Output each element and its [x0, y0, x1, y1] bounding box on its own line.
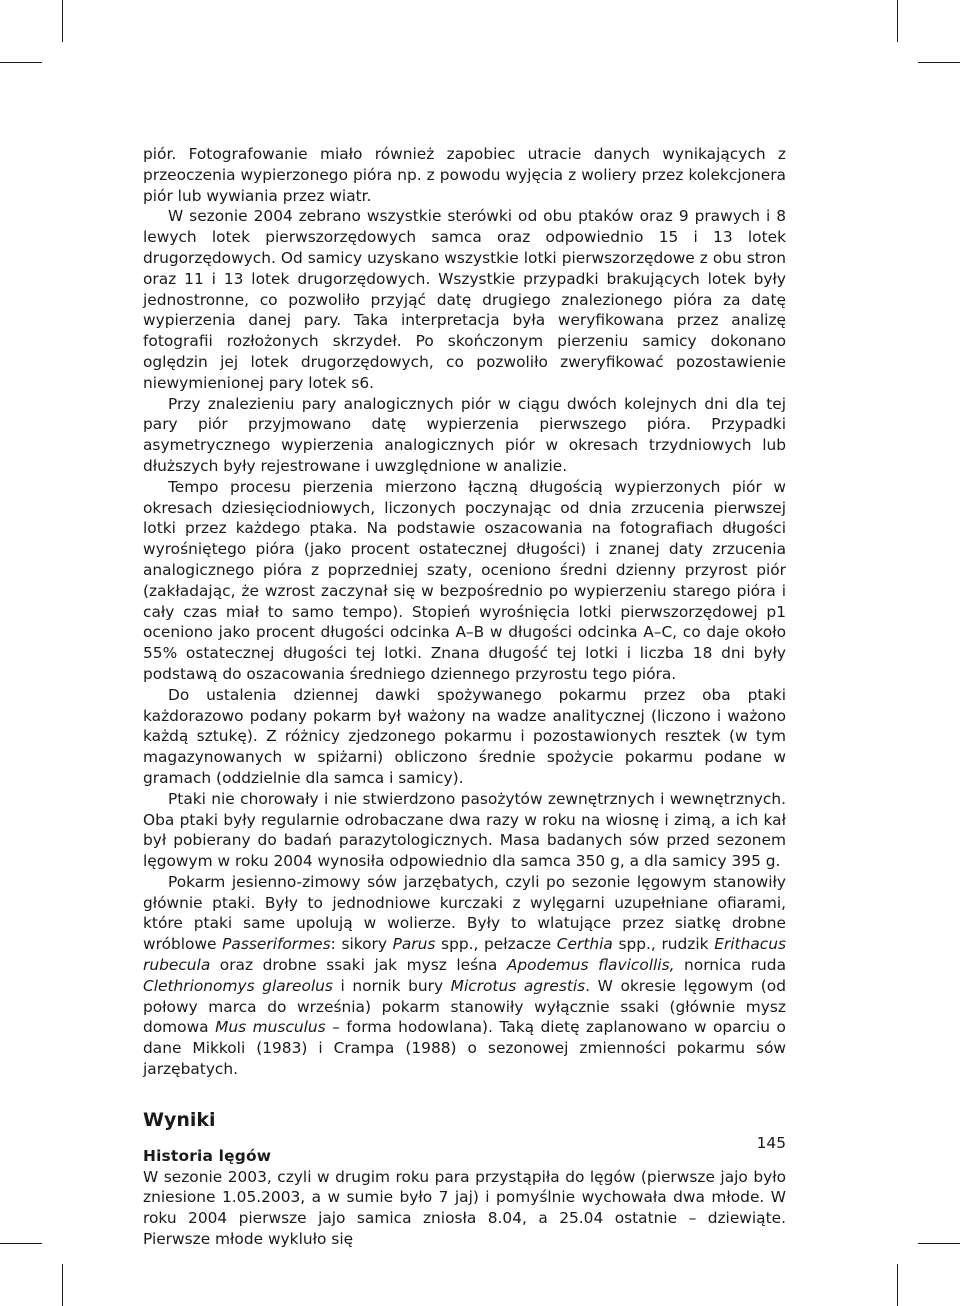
body-paragraph [143, 685, 786, 789]
italic-taxon-name: Apodemus flavicollis, [506, 956, 675, 975]
italic-taxon-name: Mus musculus [215, 1018, 326, 1037]
body-paragraph [143, 872, 786, 1080]
text-run: : sikory [330, 935, 393, 954]
text-run: Tempo procesu pierzenia mierzono łączną długością wypierzonych piór w okresach dziesięciodniowych, liczonych poczynając od dnia zrzucenia pierwszej lotki przez każdego ptaka. Na podstawie oszacowania na fotografiach długości wyrośniętego pióra (jako procent ostatecznej długości) i znanej daty zrzucenia analogicznego pióra z poprzedniej szaty, oceniono średni dzienny przyrost piór (zakładając, że wzrost zaczynał się w bezpośrednio po wypierzeniu starego pióra i cały czas miał to samo tempo). Stopień wyrośnięcia lotki pierwszorzędowej p1 oceniono jako procent długości odcinka A–B w długości odcinka A–C, co daje około 55% ostatecznej długości tej lotki. Znana długość tej lotki i liczba 18 dni były podstawą do oszacowania średniego dziennego przyrostu tego pióra. [143, 477, 786, 683]
body-paragraph [143, 477, 786, 685]
text-run: spp., pełzacze [435, 935, 557, 954]
section-heading-results: Wyniki [143, 1108, 216, 1131]
body-paragraph [143, 206, 786, 393]
body-paragraph [143, 394, 786, 477]
crop-mark-bottom-left-horizontal [0, 1243, 42, 1244]
text-run: nornica ruda [674, 956, 787, 975]
text-run: – forma hodowlana). Taką dietę zaplanowano w oparciu o dane Mikkoli (1983) i Crampa (1988) o sezonowej zmienności pokarmu sów jarzębatych. [143, 1018, 786, 1079]
italic-taxon-name: Certhia [556, 935, 613, 954]
italic-taxon-name: Passeriformes [222, 935, 331, 954]
results-paragraph: W sezonie 2003, czyli w drugim roku para przystąpiła do lęgów (pierwsze jajo było zniesione 1.05.2003, a w sumie było 7 jaj) i pomyślnie wychowała dwa młode. W roku 2004 pierwsze jajo samica zniosła 8.04, a 25.04 ostatnie – dziewiąte. Pierwsze młode wykluło się [143, 1167, 786, 1249]
crop-mark-top-right-horizontal [918, 62, 960, 63]
crop-mark-bottom-left-vertical [62, 1264, 63, 1306]
page-text-block [143, 144, 786, 1250]
italic-taxon-name: Microtus agrestis [450, 976, 586, 995]
text-run: oraz drobne ssaki jak mysz leśna [210, 956, 507, 975]
text-run: spp., rudzik [612, 935, 715, 954]
text-run: Przy znalezieniu pary analogicznych piór w ciągu dwóch kolejnych dni dla tej pary piór przyjmowano datę wypierzenia pierwszego pióra. Przypadki asymetrycznego wypierzenia analogicznych piór w okresach trzydniowych lub dłuższych były rejestrowane i uwzględnione w analizie. [143, 394, 786, 475]
body-paragraph [143, 144, 786, 206]
crop-mark-top-left-vertical [62, 0, 63, 42]
crop-mark-bottom-right-vertical [897, 1264, 898, 1306]
crop-mark-bottom-right-horizontal [918, 1243, 960, 1244]
body-paragraph [143, 789, 786, 872]
text-run: piór. Fotografowanie miało również zapobiec utracie danych wynikających z przeoczenia wypierzonego pióra np. z powodu wyjęcia z woliery przez kolekcjonera piór lub wywiania przez wiatr. [143, 145, 786, 205]
text-run: Ptaki nie chorowały i nie stwierdzono pasożytów zewnętrznych i wewnętrznych. Oba ptaki były regularnie odrobaczane dwa razy w roku na wiosnę i zimą, a ich kał był pobierany do badań parazytologicznych. Masa badanych sów przed sezonem lęgowym w roku 2004 wynosiła odpowiednio dla samca 350 g, a dla samicy 395 g. [143, 789, 786, 871]
italic-taxon-name: Parus [392, 935, 436, 954]
crop-mark-top-left-horizontal [0, 62, 42, 63]
text-run: Pokarm jesienno-zimowy sów jarzębatych, czyli po sezonie lęgowym stanowiły głównie ptaki. Były to jednodniowe kurczaki z wylęgarni uzupełniane ofiarami, które ptaki same upolują w wolierze. Były to wlatujące przez siatkę drobne wróblowe [143, 872, 786, 954]
text-run: . W okresie lęgowym (od połowy marca do września) pokarm stanowiły wyłącznie ssaki (głównie mysz domowa [143, 976, 786, 1037]
crop-mark-top-right-vertical [897, 0, 898, 42]
italic-taxon-name: Erithacus rubecula [143, 935, 787, 975]
page-number: 145 [756, 1134, 786, 1152]
text-run: Do ustalenia dziennej dawki spożywanego pokarmu przez oba ptaki każdorazowo podany pokarm był ważony na wadze analitycznej (liczono i ważono każdą sztukę). Z różnicy zjedzonego pokarmu i pozostawionych resztek (w tym magazynowanych w spiżarni) obliczono średnie spożycie pokarmu podane w gramach (oddzielnie dla samca i samicy). [143, 685, 786, 787]
text-run: W sezonie 2004 zebrano wszystkie sterówki od obu ptaków oraz 9 prawych i 8 lewych lotek pierwszorzędowych samca oraz odpowiednio 15 i 13 lotek drugorzędowych. Od samicy uzyskano wszystkie lotki pierwszorzędowe z obu stron oraz 11 i 13 lotek drugorzędowych. Wszystkie przypadki brakujących lotek były jednostronne, co pozwoliło przyjąć datę drugiego znalezionego pióra za datę wypierzenia danej pary. Taka interpretacja była weryfikowana przez analizę fotografii rozłożonych skrzydeł. Po skończonym pierzeniu samicy dokonano oględzin jej lotek drugorzędowych, co pozwoliło zweryfikować pozostawienie niewymienionej pary lotek s6. [143, 207, 786, 392]
italic-taxon-name: Clethrionomys glareolus [143, 976, 333, 995]
subsection-heading-breeding-history: Historia lęgów [143, 1146, 272, 1165]
text-run: i nornik bury [332, 976, 451, 995]
